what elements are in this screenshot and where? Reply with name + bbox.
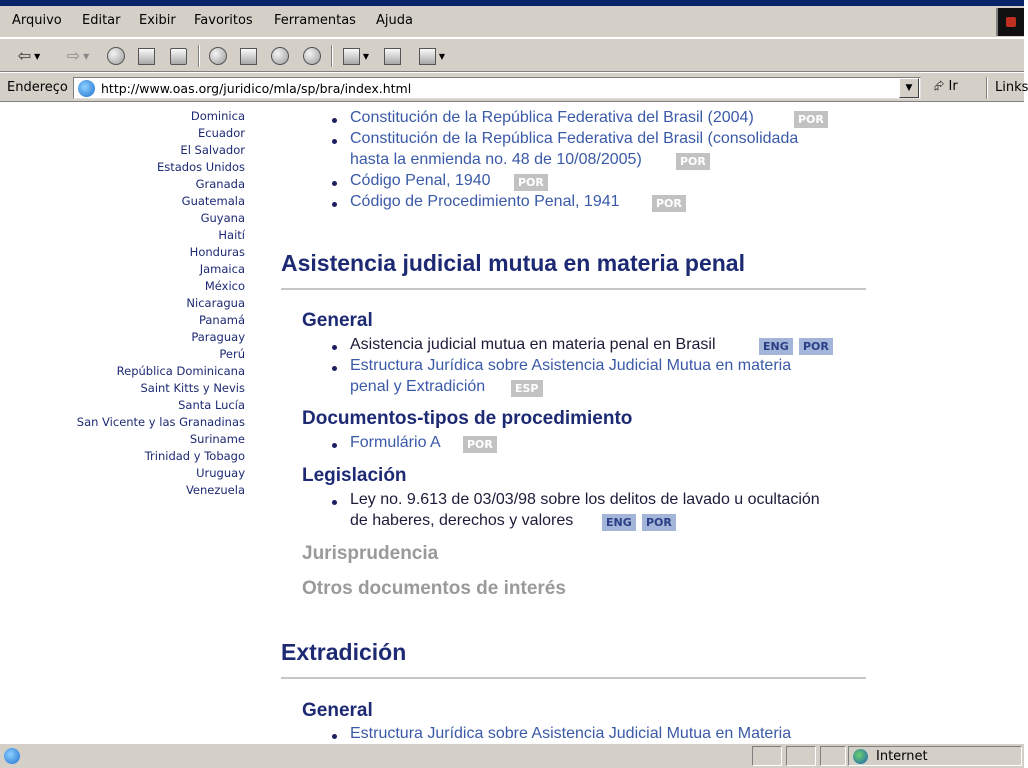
country-link[interactable]: San Vicente y las Granadinas bbox=[76, 415, 245, 429]
section-divider bbox=[281, 288, 866, 290]
go-label: Ir bbox=[948, 79, 958, 94]
menu-exibir[interactable]: Exibir bbox=[139, 13, 176, 28]
country-link[interactable]: Uruguay bbox=[196, 466, 245, 480]
bullet bbox=[332, 139, 337, 144]
windows-logo-icon bbox=[996, 8, 1024, 36]
address-field[interactable] bbox=[73, 77, 921, 99]
toolbar bbox=[0, 38, 1024, 72]
history-icon[interactable] bbox=[300, 45, 324, 67]
country-link[interactable]: Trinidad y Tobago bbox=[144, 449, 245, 463]
country-link[interactable]: Paraguay bbox=[191, 330, 245, 344]
address-label: Endereço bbox=[7, 80, 68, 95]
menu-ajuda[interactable]: Ajuda bbox=[376, 13, 413, 28]
mail-icon[interactable]: ▼ bbox=[338, 45, 374, 67]
page-viewport bbox=[0, 103, 1024, 743]
country-link[interactable]: Suriname bbox=[189, 432, 245, 446]
lang-badge-por[interactable]: POR bbox=[799, 338, 833, 355]
menu-ferramentas[interactable]: Ferramentas bbox=[274, 13, 356, 28]
country-link[interactable]: Nicaragua bbox=[186, 296, 245, 310]
country-link[interactable]: Santa Lucía bbox=[178, 398, 245, 412]
country-link[interactable]: Ecuador bbox=[198, 126, 245, 140]
go-arrow-icon: ⮳ bbox=[934, 79, 949, 94]
doc-link-estructura-juridica-line2[interactable]: penal y Extradición bbox=[350, 378, 486, 395]
address-bar bbox=[0, 72, 1028, 102]
bullet bbox=[332, 181, 337, 186]
bullet bbox=[332, 118, 337, 123]
lang-badge-por[interactable]: POR bbox=[463, 436, 497, 453]
country-link[interactable]: Perú bbox=[219, 347, 245, 361]
lang-badge-eng[interactable]: ENG bbox=[759, 338, 793, 355]
status-zone-cell bbox=[848, 746, 1022, 766]
bullet bbox=[332, 202, 337, 207]
doc-link-constitution-2004[interactable]: Constitución de la República Federativa del Brasil (2004) bbox=[350, 109, 754, 126]
doc-link-mla-brasil[interactable]: Asistencia judicial mutua en materia penal en Brasil bbox=[350, 336, 716, 353]
doc-link-codigo-penal[interactable]: Código Penal, 1940 bbox=[350, 172, 491, 189]
print-icon[interactable] bbox=[380, 45, 404, 67]
forward-arrow-icon[interactable]: ⇨ ▼ bbox=[66, 46, 90, 65]
country-link[interactable]: República Dominicana bbox=[116, 364, 245, 378]
doc-link-codigo-procedimiento[interactable]: Código de Procedimiento Penal, 1941 bbox=[350, 193, 620, 210]
edit-icon[interactable]: ▼ bbox=[410, 45, 454, 67]
toolbar-separator bbox=[331, 45, 333, 67]
bullet bbox=[332, 734, 337, 739]
home-icon[interactable] bbox=[166, 45, 190, 67]
menu-bar bbox=[0, 6, 1024, 38]
bullet bbox=[332, 500, 337, 505]
refresh-icon[interactable] bbox=[134, 45, 158, 67]
menu-favoritos[interactable]: Favoritos bbox=[194, 13, 253, 28]
url-input[interactable] bbox=[101, 81, 871, 96]
subheading-legislation: Legislación bbox=[302, 465, 407, 486]
country-link[interactable]: El Salvador bbox=[180, 143, 245, 157]
internet-zone-icon bbox=[853, 749, 868, 764]
subheading-general-extradition: General bbox=[302, 700, 373, 721]
country-link[interactable]: Estados Unidos bbox=[156, 160, 245, 174]
bullet bbox=[332, 345, 337, 350]
lang-badge-por[interactable]: POR bbox=[652, 195, 686, 212]
country-link[interactable]: México bbox=[204, 279, 245, 293]
country-link[interactable]: Dominica bbox=[190, 109, 245, 123]
section-divider bbox=[281, 677, 866, 679]
country-link[interactable]: Honduras bbox=[189, 245, 245, 259]
address-dropdown-icon[interactable]: ▼ bbox=[899, 78, 919, 98]
country-link[interactable]: Venezuela bbox=[185, 483, 245, 497]
back-arrow-icon[interactable]: ⇦ ▼ bbox=[17, 46, 41, 65]
status-cell bbox=[786, 746, 816, 766]
status-zone-label: Internet bbox=[876, 749, 928, 764]
subheading-jurisprudence: Jurisprudencia bbox=[302, 543, 439, 564]
status-cell bbox=[752, 746, 782, 766]
status-cell bbox=[820, 746, 846, 766]
doc-link-ley-9613-line2[interactable]: de haberes, derechos y valores bbox=[350, 512, 574, 529]
status-bar bbox=[0, 743, 1024, 768]
section-title-mla: Asistencia judicial mutua en materia penal bbox=[281, 250, 745, 276]
section-title-extradition: Extradición bbox=[281, 639, 407, 665]
doc-link-estructura-extradicion[interactable]: Estructura Jurídica sobre Asistencia Judicial Mutua en Materia bbox=[350, 725, 792, 742]
favorites-icon[interactable] bbox=[236, 45, 260, 67]
media-icon[interactable] bbox=[268, 45, 292, 67]
subheading-general: General bbox=[302, 310, 373, 331]
menu-arquivo[interactable]: Arquivo bbox=[12, 13, 62, 28]
lang-badge-eng[interactable]: ENG bbox=[602, 514, 636, 531]
lang-badge-por[interactable]: POR bbox=[794, 111, 828, 128]
doc-link-ley-9613[interactable]: Ley no. 9.613 de 03/03/98 sobre los delitos de lavado u ocultación bbox=[350, 491, 820, 508]
search-icon[interactable] bbox=[206, 45, 230, 67]
country-link[interactable]: Guatemala bbox=[181, 194, 245, 208]
subheading-procedures: Documentos-tipos de procedimiento bbox=[302, 408, 633, 429]
links-separator bbox=[986, 77, 988, 99]
go-button[interactable] bbox=[934, 79, 958, 94]
country-link[interactable]: Panamá bbox=[198, 313, 245, 327]
lang-badge-por[interactable]: POR bbox=[676, 153, 710, 170]
country-link[interactable]: Saint Kitts y Nevis bbox=[140, 381, 245, 395]
links-button[interactable]: Links bbox=[995, 80, 1028, 95]
lang-badge-esp[interactable]: ESP bbox=[511, 380, 543, 397]
doc-link-constitution-consolidated[interactable]: Constitución de la República Federativa del Brasil (consolidada bbox=[350, 130, 799, 147]
lang-badge-por[interactable]: POR bbox=[642, 514, 676, 531]
lang-badge-por[interactable]: POR bbox=[514, 174, 548, 191]
subheading-other-docs: Otros documentos de interés bbox=[302, 578, 566, 599]
country-link[interactable]: Jamaica bbox=[199, 262, 245, 276]
stop-icon[interactable] bbox=[104, 45, 128, 67]
country-link[interactable]: Guyana bbox=[200, 211, 245, 225]
country-link[interactable]: Haití bbox=[218, 228, 245, 242]
toolbar-separator bbox=[198, 45, 200, 67]
bullet bbox=[332, 366, 337, 371]
doc-link-estructura-juridica[interactable]: Estructura Jurídica sobre Asistencia Judicial Mutua en materia bbox=[350, 357, 792, 374]
country-link[interactable]: Granada bbox=[195, 177, 245, 191]
doc-link-formulario-a[interactable]: Formulário A bbox=[350, 434, 441, 451]
ie-status-icon bbox=[4, 748, 20, 764]
bullet bbox=[332, 443, 337, 448]
menu-editar[interactable]: Editar bbox=[82, 13, 121, 28]
doc-link-constitution-consolidated-line2[interactable]: hasta la enmienda no. 48 de 10/08/2005) bbox=[350, 151, 642, 168]
ie-page-icon bbox=[78, 80, 95, 97]
